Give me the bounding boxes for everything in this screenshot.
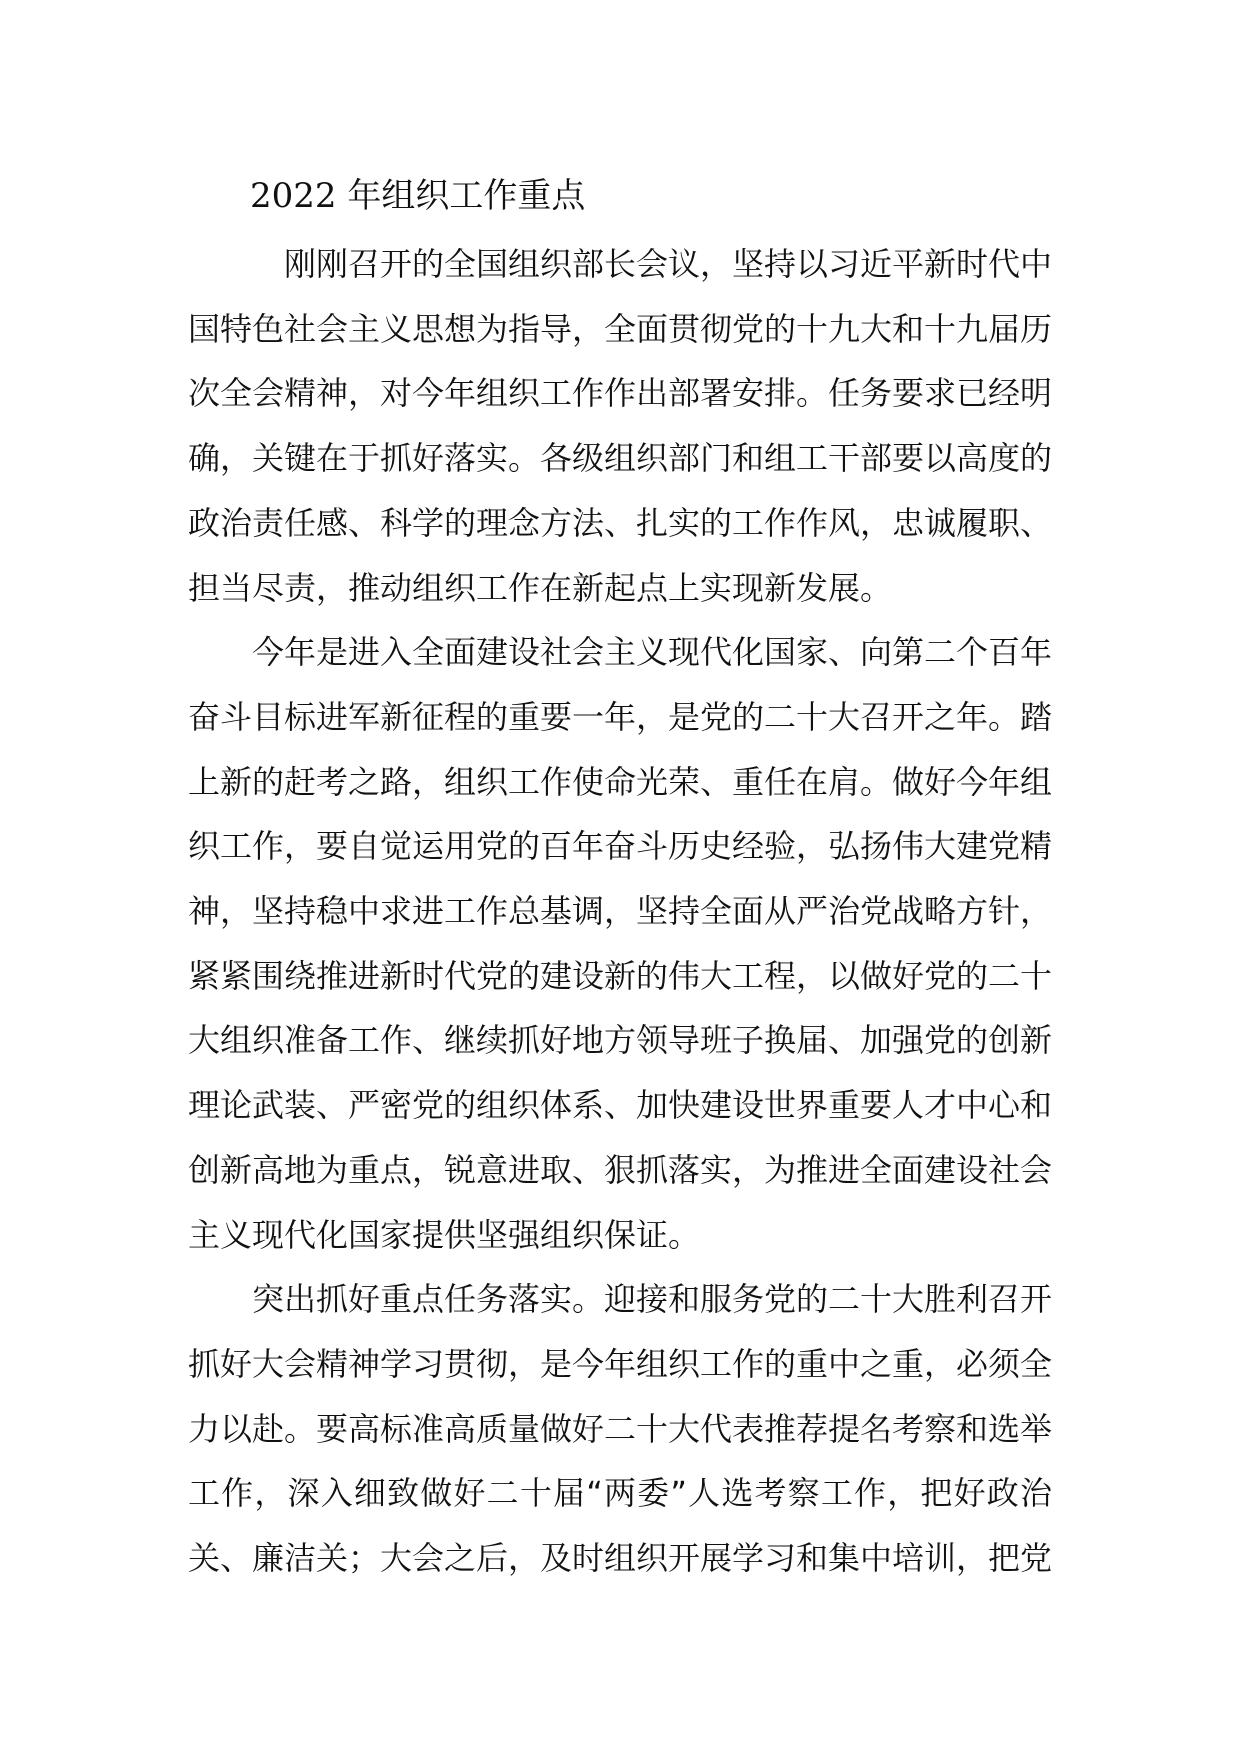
- paragraph-2: 今年是进入全面建设社会主义现代化国家、向第二个百年奋斗目标进军新征程的重要一年，是党的二十大召开之年。踏上新的赶考之路，组织工作使命光荣、重任在肩。做好今年组织工作，要自觉运用党的百年奋斗历史经验，弘扬伟大建党精神，坚持稳中求进工作总基调，坚持全面从严治党战略方针，紧紧围绕推进新时代党的建设新的伟大工程，以做好党的二十大组织准备工作、继续抓好地方领导班子换届、加强党的创新理论武装、严密党的组织体系、加快建设世界重要人才中心和创新高地为重点，锐意进取、狠抓落实，为推进全面建设社会主义现代化国家提供坚强组织保证。: [188, 633, 1053, 1254]
- paragraph-1: 刚刚召开的全国组织部长会议，坚持以习近平新时代中国特色社会主义思想为指导，全面贯彻党的十九大和十九届历次全会精神，对今年组织工作作出部署安排。任务要求已经明确，关键在于抓好落实。各级组织部门和组工干部要以高度的政治责任感、科学的理念方法、扎实的工作作风，忠诚履职、担当尽责，推动组织工作在新起点上实现新发展。: [188, 245, 1053, 607]
- document-body: [188, 232, 1052, 1591]
- paragraph-3: 突出抓好重点任务落实。迎接和服务党的二十大胜利召开抓好大会精神学习贯彻，是今年组织工作的重中之重，必须全力以赴。要高标准高质量做好二十大代表推荐提名考察和选举工作，深入细致做好二十届“两委”人选考察工作，把好政治关、廉洁关；大会之后，及时组织开展学习和集中培训，把党: [188, 1280, 1053, 1578]
- document-title: 2022 年组织工作重点: [250, 176, 586, 216]
